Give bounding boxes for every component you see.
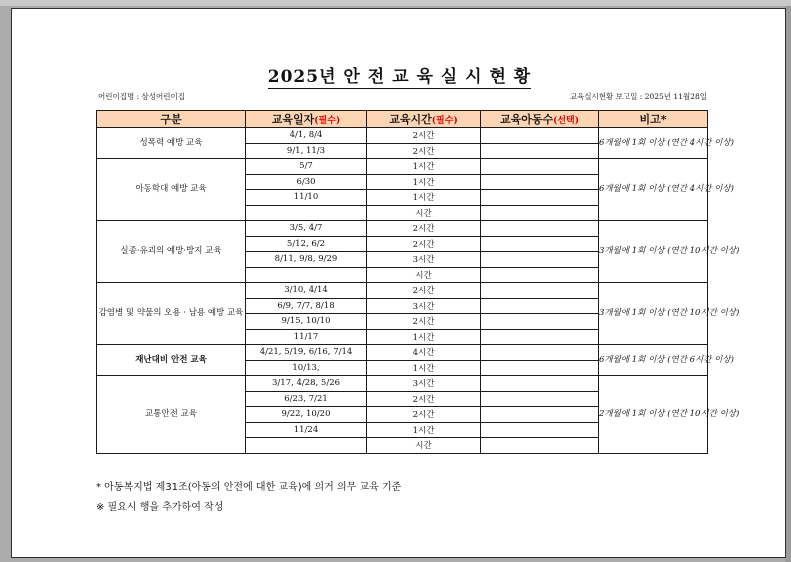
time-cell: 2시간 bbox=[367, 128, 481, 144]
table-body bbox=[97, 128, 740, 454]
date-cell: 5/7 bbox=[246, 159, 367, 175]
kids-count-cell bbox=[481, 376, 599, 392]
time-cell: 1시간 bbox=[367, 422, 481, 438]
kids-count-cell bbox=[481, 236, 599, 252]
time-cell: 3시간 bbox=[367, 252, 481, 268]
category-cell: 성폭력 예방 교육 bbox=[97, 128, 246, 159]
category-cell: 실종·유괴의 예방·방지 교육 bbox=[97, 221, 246, 283]
date-cell: 11/17 bbox=[246, 329, 367, 345]
note-cell: 3개월에 1회 이상 (연간 10시간 이상) bbox=[599, 283, 708, 345]
time-cell: 1시간 bbox=[367, 329, 481, 345]
kids-count-cell bbox=[481, 143, 599, 159]
time-cell: 시간 bbox=[367, 267, 481, 283]
time-cell: 2시간 bbox=[367, 236, 481, 252]
report-date-label: 교육실시현황 보고일 : 2025년 11월28일 bbox=[569, 92, 707, 101]
kids-count-cell bbox=[481, 345, 599, 361]
header-kids bbox=[481, 111, 599, 128]
time-cell: 2시간 bbox=[367, 314, 481, 330]
kids-count-cell bbox=[481, 314, 599, 330]
note-cell: 6개월에 1회 이상 (연간 4시간 이상) bbox=[599, 159, 708, 221]
footnote-add-rows: ※ 필요시 행을 추가하여 작성 bbox=[96, 502, 224, 513]
time-cell: 4시간 bbox=[367, 345, 481, 361]
category-cell: 교통안전 교육 bbox=[97, 376, 246, 454]
kids-count-cell bbox=[481, 159, 599, 175]
date-cell: 4/1, 8/4 bbox=[246, 128, 367, 144]
note-cell: 6개월에 1회 이상 (연간 6시간 이상) bbox=[599, 345, 708, 376]
table-row bbox=[97, 283, 708, 299]
header-kids-optional: (선택) bbox=[553, 116, 580, 126]
kids-count-cell bbox=[481, 221, 599, 237]
header-date-text: 교육일자 bbox=[271, 113, 315, 126]
date-cell bbox=[246, 267, 367, 283]
time-cell: 1시간 bbox=[367, 190, 481, 206]
table-header-row bbox=[97, 111, 708, 128]
footnote-law: * 아동복지법 제31조(아동의 안전에 대한 교육)에 의거 의무 교육 기준 bbox=[96, 482, 402, 493]
kids-count-cell bbox=[481, 329, 599, 345]
date-cell: 9/15, 10/10 bbox=[246, 314, 367, 330]
date-cell: 4/21, 5/19, 6/16, 7/14 bbox=[246, 345, 367, 361]
date-cell: 5/12, 6/2 bbox=[246, 236, 367, 252]
time-cell: 3시간 bbox=[367, 376, 481, 392]
kids-count-cell bbox=[481, 267, 599, 283]
date-cell: 8/11, 9/8, 9/29 bbox=[246, 252, 367, 268]
time-cell: 1시간 bbox=[367, 360, 481, 376]
header-note-text: 비고* bbox=[639, 113, 667, 126]
header-date-required: (필수) bbox=[314, 116, 341, 126]
time-cell: 시간 bbox=[367, 205, 481, 221]
note-cell: 6개월에 1회 이상 (연간 4시간 이상) bbox=[599, 128, 708, 159]
date-cell: 10/13, bbox=[246, 360, 367, 376]
date-cell bbox=[246, 205, 367, 221]
organization-label: 어린이집명 : 삼성어린이집 bbox=[98, 92, 185, 101]
header-date bbox=[246, 111, 367, 128]
date-cell: 11/10 bbox=[246, 190, 367, 206]
header-category bbox=[97, 111, 246, 128]
date-cell: 3/17, 4/28, 5/26 bbox=[246, 376, 367, 392]
document-page bbox=[11, 8, 786, 558]
category-cell: 감염병 및 약물의 오용 · 남용 예방 교육 bbox=[97, 283, 246, 345]
date-cell: 11/24 bbox=[246, 422, 367, 438]
kids-count-cell bbox=[481, 391, 599, 407]
date-cell: 6/30 bbox=[246, 174, 367, 190]
note-cell: 3개월에 1회 이상 (연간 10시간 이상) bbox=[599, 221, 708, 283]
kids-count-cell bbox=[481, 128, 599, 144]
kids-count-cell bbox=[481, 360, 599, 376]
table-row bbox=[97, 376, 708, 392]
date-cell: 3/5, 4/7 bbox=[246, 221, 367, 237]
time-cell: 2시간 bbox=[367, 391, 481, 407]
date-cell bbox=[246, 438, 367, 454]
header-time-text: 교육시간 bbox=[389, 113, 432, 126]
time-cell: 시간 bbox=[367, 438, 481, 454]
kids-count-cell bbox=[481, 298, 599, 314]
kids-count-cell bbox=[481, 252, 599, 268]
note-cell: 2개월에 1회 이상 (연간 10시간 이상) bbox=[599, 376, 708, 454]
date-cell: 3/10, 4/14 bbox=[246, 283, 367, 299]
header-note bbox=[599, 111, 708, 128]
kids-count-cell bbox=[481, 407, 599, 423]
time-cell: 3시간 bbox=[367, 298, 481, 314]
date-cell: 9/1, 11/3 bbox=[246, 143, 367, 159]
category-cell: 아동학대 예방 교육 bbox=[97, 159, 246, 221]
kids-count-cell bbox=[481, 422, 599, 438]
header-time-required: (필수) bbox=[431, 116, 458, 126]
window-top-strip bbox=[0, 0, 791, 6]
kids-count-cell bbox=[481, 205, 599, 221]
table-row bbox=[97, 345, 708, 361]
header-category-text: 구분 bbox=[160, 113, 182, 126]
page-title bbox=[12, 62, 787, 87]
table-row bbox=[97, 159, 708, 175]
table-row bbox=[97, 128, 708, 144]
header-kids-text: 교육아동수 bbox=[499, 113, 554, 126]
time-cell: 2시간 bbox=[367, 407, 481, 423]
time-cell: 2시간 bbox=[367, 283, 481, 299]
table-row bbox=[97, 221, 708, 237]
date-cell: 6/9, 7/7, 8/18 bbox=[246, 298, 367, 314]
header-time bbox=[367, 111, 481, 128]
time-cell: 1시간 bbox=[367, 159, 481, 175]
kids-count-cell bbox=[481, 438, 599, 454]
kids-count-cell bbox=[481, 283, 599, 299]
time-cell: 1시간 bbox=[367, 174, 481, 190]
date-cell: 9/22, 10/20 bbox=[246, 407, 367, 423]
kids-count-cell bbox=[481, 174, 599, 190]
page-title-text: 2025년 안 전 교 육 실 시 현 황 bbox=[267, 67, 532, 87]
time-cell: 2시간 bbox=[367, 221, 481, 237]
date-cell: 6/23, 7/21 bbox=[246, 391, 367, 407]
time-cell: 2시간 bbox=[367, 143, 481, 159]
category-cell: 재난대비 안전 교육 bbox=[97, 345, 246, 376]
kids-count-cell bbox=[481, 190, 599, 206]
safety-education-table bbox=[96, 110, 740, 454]
